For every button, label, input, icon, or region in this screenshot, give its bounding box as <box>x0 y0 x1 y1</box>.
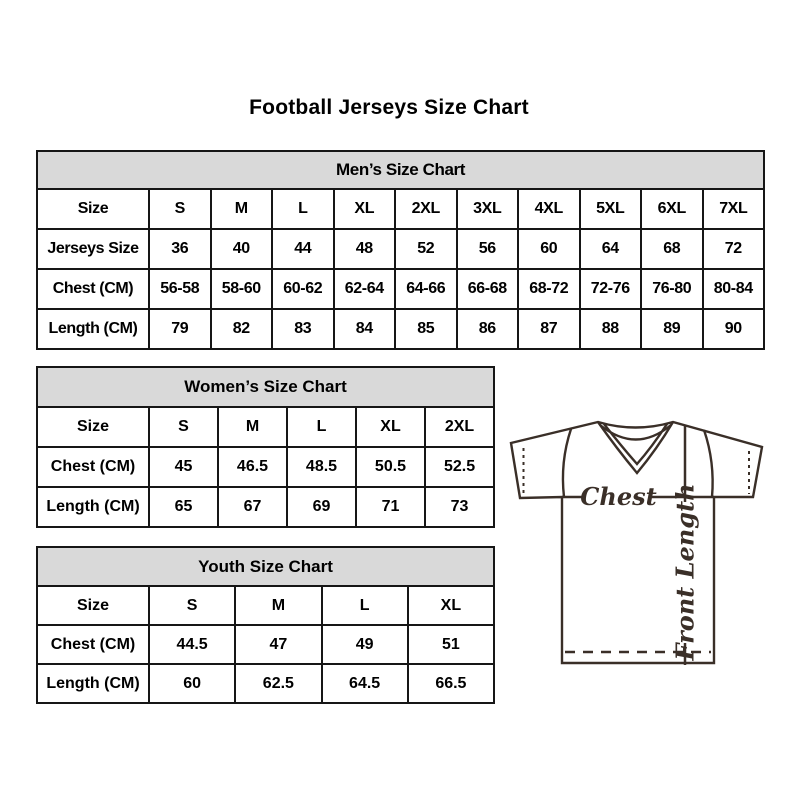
value-cell: 64 <box>580 229 642 269</box>
row-label-cell: Length (CM) <box>37 487 149 527</box>
length-row <box>37 664 494 703</box>
size-header-cell: M <box>218 407 287 447</box>
value-cell: 69 <box>287 487 356 527</box>
value-cell: 62.5 <box>235 664 321 703</box>
value-cell: 85 <box>395 309 457 349</box>
youth-table-title: Youth Size Chart <box>37 547 494 586</box>
row-label-cell: Chest (CM) <box>37 447 149 487</box>
row-label-cell: Size <box>37 407 149 447</box>
front-length-label: Front Length <box>670 483 700 661</box>
value-cell: 56-58 <box>149 269 211 309</box>
value-cell: 82 <box>211 309 273 349</box>
length-row <box>37 309 764 349</box>
womens-size-table <box>36 366 495 528</box>
value-cell: 76-80 <box>641 269 703 309</box>
size-header-cell: 2XL <box>395 189 457 229</box>
size-header-cell: M <box>211 189 273 229</box>
chest-row <box>37 625 494 664</box>
mens-table-title: Men’s Size Chart <box>37 151 764 189</box>
value-cell: 40 <box>211 229 273 269</box>
value-cell: 47 <box>235 625 321 664</box>
value-cell: 50.5 <box>356 447 425 487</box>
value-cell: 64-66 <box>395 269 457 309</box>
size-row <box>37 586 494 625</box>
value-cell: 71 <box>356 487 425 527</box>
row-label-cell: Size <box>37 586 149 625</box>
size-header-cell: XL <box>356 407 425 447</box>
size-header-cell: L <box>322 586 408 625</box>
value-cell: 79 <box>149 309 211 349</box>
value-cell: 60 <box>149 664 235 703</box>
size-row <box>37 189 764 229</box>
size-header-cell: M <box>235 586 321 625</box>
value-cell: 73 <box>425 487 494 527</box>
value-cell: 52.5 <box>425 447 494 487</box>
size-header-cell: 5XL <box>580 189 642 229</box>
mens-size-table <box>36 150 765 350</box>
size-header-cell: S <box>149 586 235 625</box>
value-cell: 44 <box>272 229 334 269</box>
value-cell: 68 <box>641 229 703 269</box>
value-cell: 87 <box>518 309 580 349</box>
size-header-cell: 6XL <box>641 189 703 229</box>
value-cell: 58-60 <box>211 269 273 309</box>
youth-size-table <box>36 546 495 704</box>
table-header-row <box>37 151 764 189</box>
value-cell: 83 <box>272 309 334 349</box>
chest-row <box>37 447 494 487</box>
value-cell: 72 <box>703 229 765 269</box>
value-cell: 80-84 <box>703 269 765 309</box>
chest-label: Chest <box>580 482 657 511</box>
value-cell: 48 <box>334 229 396 269</box>
chest-row <box>37 269 764 309</box>
value-cell: 36 <box>149 229 211 269</box>
size-header-cell: L <box>287 407 356 447</box>
value-cell: 49 <box>322 625 408 664</box>
table-header-row <box>37 547 494 586</box>
value-cell: 46.5 <box>218 447 287 487</box>
value-cell: 66.5 <box>408 664 494 703</box>
value-cell: 51 <box>408 625 494 664</box>
value-cell: 86 <box>457 309 519 349</box>
value-cell: 89 <box>641 309 703 349</box>
value-cell: 84 <box>334 309 396 349</box>
size-header-cell: 7XL <box>703 189 765 229</box>
length-row <box>37 487 494 527</box>
size-header-cell: S <box>149 189 211 229</box>
row-label-cell: Chest (CM) <box>37 625 149 664</box>
value-cell: 88 <box>580 309 642 349</box>
value-cell: 62-64 <box>334 269 396 309</box>
size-header-cell: XL <box>408 586 494 625</box>
row-label-cell: Chest (CM) <box>37 269 149 309</box>
value-cell: 90 <box>703 309 765 349</box>
womens-table-title: Women’s Size Chart <box>37 367 494 407</box>
value-cell: 65 <box>149 487 218 527</box>
size-header-cell: 4XL <box>518 189 580 229</box>
value-cell: 72-76 <box>580 269 642 309</box>
value-cell: 44.5 <box>149 625 235 664</box>
page-title: Football Jerseys Size Chart <box>249 96 529 119</box>
size-row <box>37 407 494 447</box>
size-header-cell: XL <box>334 189 396 229</box>
size-header-cell: 2XL <box>425 407 494 447</box>
value-cell: 60-62 <box>272 269 334 309</box>
value-cell: 56 <box>457 229 519 269</box>
size-header-cell: L <box>272 189 334 229</box>
size-header-cell: 3XL <box>457 189 519 229</box>
value-cell: 68-72 <box>518 269 580 309</box>
jersey-measurement-diagram <box>498 402 778 674</box>
value-cell: 67 <box>218 487 287 527</box>
table-header-row <box>37 367 494 407</box>
row-label-cell: Length (CM) <box>37 664 149 703</box>
value-cell: 60 <box>518 229 580 269</box>
value-cell: 48.5 <box>287 447 356 487</box>
value-cell: 66-68 <box>457 269 519 309</box>
row-label-cell: Jerseys Size <box>37 229 149 269</box>
row-label-cell: Size <box>37 189 149 229</box>
value-cell: 45 <box>149 447 218 487</box>
row-label-cell: Length (CM) <box>37 309 149 349</box>
value-cell: 64.5 <box>322 664 408 703</box>
size-header-cell: S <box>149 407 218 447</box>
jersey-outline <box>511 422 762 663</box>
jerseys-size-row <box>37 229 764 269</box>
value-cell: 52 <box>395 229 457 269</box>
